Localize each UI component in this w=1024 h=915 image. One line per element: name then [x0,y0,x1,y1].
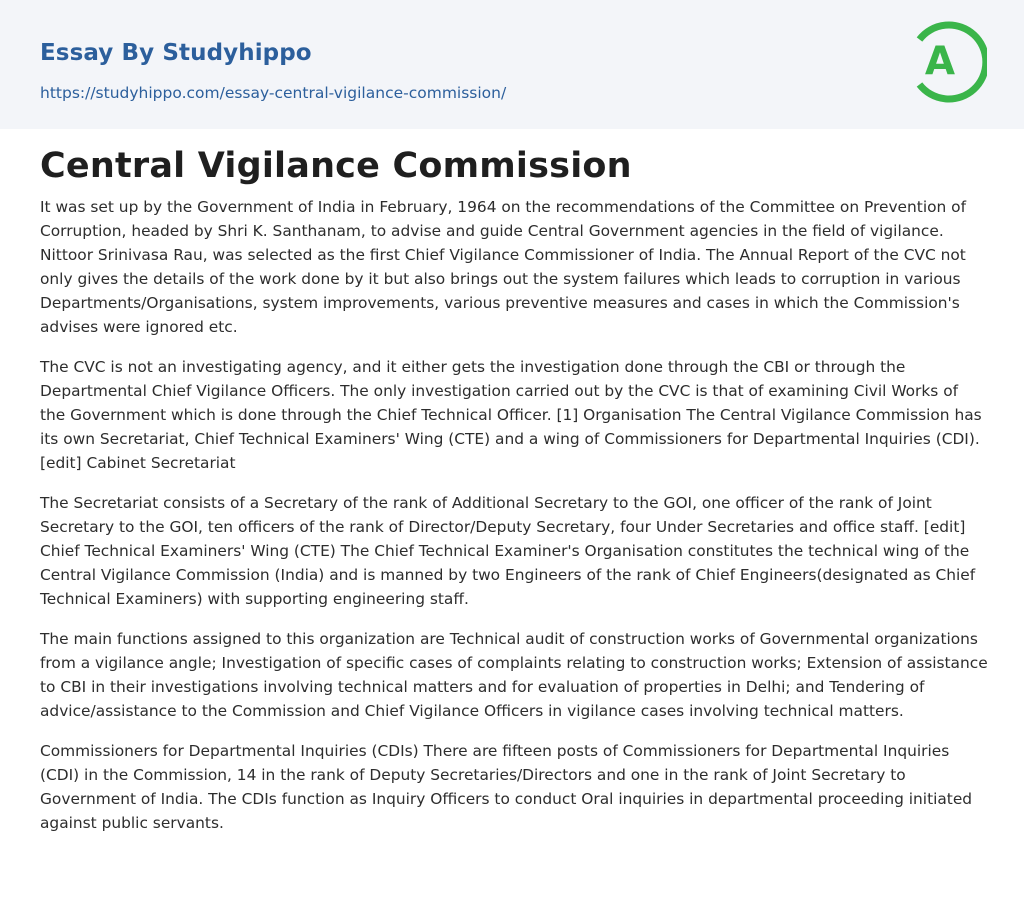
essay-paragraph: It was set up by the Government of India in February, 1964 on the recommendations of the Committee on Prevention of Corruption, headed by Shri K. Santhanam, to advise and guide Central Government agencies in the field of vigilance. Nittoor Srinivasa Rau, was selected as the first Chief Vigilance Commissioner of India. The Annual Report of the CVC not only gives the details of the work done by it but also brings out the system failures which leads to corruption in various Departments/Organisations, system improvements, various preventive measures and cases in which the Commission's advises were ignored etc. [40,198,966,336]
page-title: Central Vigilance Commission [40,146,632,186]
essay-paragraph: The CVC is not an investigating agency, and it either gets the investigation done through the CBI or through the Departmental Chief Vigilance Officers. The only investigation carried out by the CVC is that of examining Civil Works of the Government which is done through the Chief Technical Officer. [1] Organisation The Central Vigilance Commission has its own Secretariat, Chief Technical Examiners' Wing (CTE) and a wing of Commissioners for Departmental Inquiries (CDI). [edit] Cabinet Secretariat [40,358,982,472]
site-header [0,0,1024,129]
essay-body [40,195,988,851]
essay-paragraph: The main functions assigned to this organization are Technical audit of construction works of Governmental organizations from a vigilance angle; Investigation of specific cases of complaints relating to construction works; Extension of assistance to CBI in their investigations involving technical matters and for evaluation of properties in Delhi; and Tendering of advice/assistance to the Commission and Chief Vigilance Officers in vigilance cases involving technical matters. [40,630,988,720]
studyhippo-logo[interactable] [911,18,987,106]
brand-title[interactable]: Essay By Studyhippo [40,40,312,66]
logo-letter: A [924,39,956,84]
essay-paragraph: Commissioners for Departmental Inquiries (CDIs) There are fifteen posts of Commissioners for Departmental Inquiries (CDI) in the Commission, 14 in the rank of Deputy Secretaries/Directors and one in the rank of Joint Secretary to Government of India. The CDIs function as Inquiry Officers to conduct Oral inquiries in departmental proceeding initiated against public servants. [40,742,973,832]
logo-a-icon [911,18,987,106]
essay-paragraph: The Secretariat consists of a Secretary of the rank of Additional Secretary to the GOI, one officer of the rank of Joint Secretary to the GOI, ten officers of the rank of Director/Deputy Secretary, four Under Secretaries and office staff. [edit] Chief Technical Examiners' Wing (CTE) The Chief Technical Examiner's Organisation constitutes the technical wing of the Central Vigilance Commission (India) and is manned by two Engineers of the rank of Chief Engineers(designated as Chief Technical Examiners) with supporting engineering staff. [40,494,976,608]
essay-url-link[interactable]: https://studyhippo.com/essay-central-vigilance-commission/ [40,84,507,102]
